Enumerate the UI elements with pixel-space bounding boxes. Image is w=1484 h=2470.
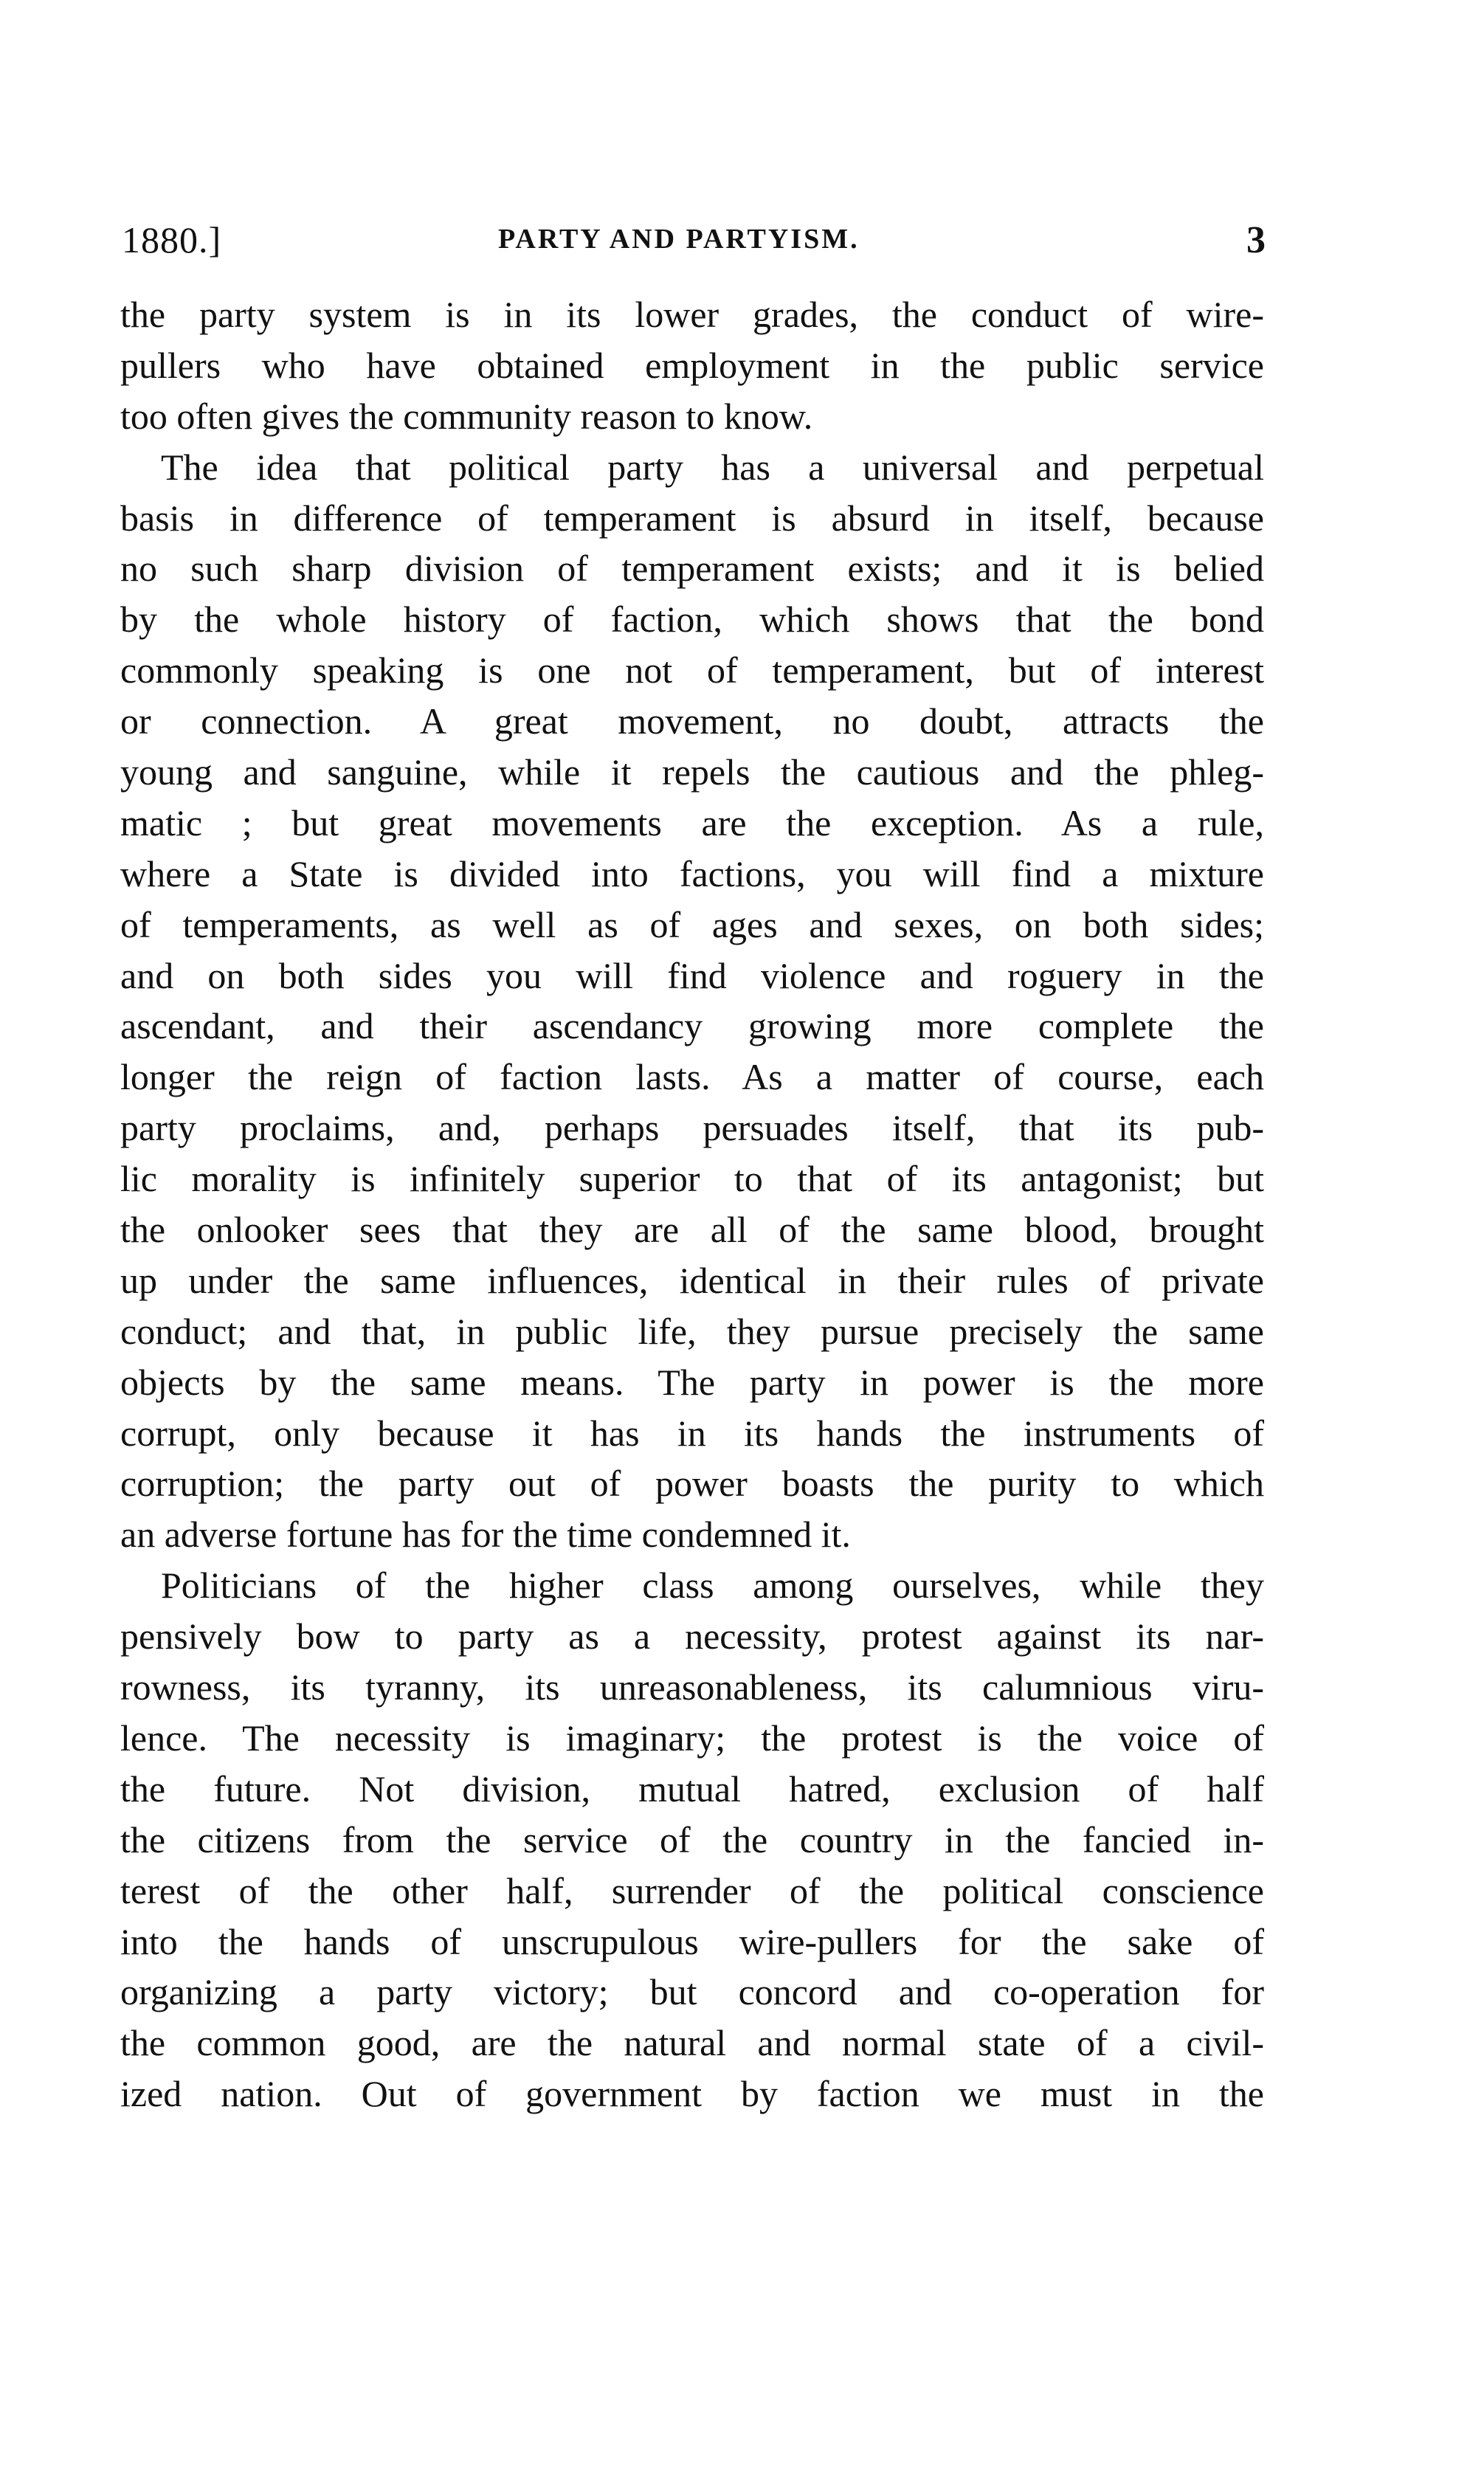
text-line: the onlooker sees that they are all of the same blood, brought [120,1209,1264,1251]
text-line: and on both sides you will find violence and roguery in the [120,954,1264,996]
text-line: up under the same influences, identical in their rules of private [120,1259,1264,1301]
text-line: ascendant, and their ascendancy growing more complete the [120,1005,1264,1047]
header-year: 1880.] [122,219,222,261]
text-line: corruption; the party out of power boasts the purity to which [120,1463,1264,1505]
text-line: the citizens from the service of the country in the fancied in- [120,1818,1264,1860]
text-line: pensively bow to party as a necessity, protest against its nar- [120,1615,1264,1657]
text-line: matic ; but great movements are the exception. As a rule, [120,801,1264,844]
text-line: corrupt, only because it has in its hands the instruments of [120,1412,1264,1454]
text-line: where a State is divided into factions, you will find a mixture [120,852,1264,894]
text-line: party proclaims, and, perhaps persuades itself, that its pub- [120,1107,1264,1149]
text-line: conduct; and that, in public life, they pursue precisely the same [120,1310,1264,1352]
text-line: ized nation. Out of government by faction we must in the [120,2073,1264,2115]
text-line: or connection. A great movement, no doubt, attracts the [120,700,1264,742]
text-line: Politicians of the higher class among ourselves, while they [161,1565,1264,1607]
text-line: an adverse fortune has for the time condemned it. [120,1514,851,1556]
text-line: pullers who have obtained employment in the public service [120,344,1264,386]
text-line: basis in difference of temperament is absurd in itself, because [120,497,1264,539]
text-line: too often gives the community reason to know. [120,395,813,437]
text-line: the common good, are the natural and normal state of a civil- [120,2022,1264,2064]
text-line: lic morality is infinitely superior to that of its antagonist; but [120,1158,1264,1200]
text-line: no such sharp division of temperament exists; and it is belied [120,548,1264,590]
text-line: lence. The necessity is imaginary; the protest is the voice of [120,1717,1264,1759]
body-text [120,289,1264,2119]
text-line: of temperaments, as well as of ages and sexes, on both sides; [120,903,1264,945]
text-line: young and sanguine, while it repels the cautious and the phleg- [120,751,1264,793]
text-line: the party system is in its lower grades, the conduct of wire- [120,294,1264,335]
text-line: the future. Not division, mutual hatred, exclusion of half [120,1767,1264,1810]
running-header [122,218,1266,263]
text-line: objects by the same means. The party in power is the more [120,1361,1264,1403]
text-line: by the whole history of faction, which shows that the bond [120,598,1264,641]
header-title: PARTY AND PARTYISM. [498,224,860,255]
text-line: terest of the other half, surrender of the political conscience [120,1869,1264,1911]
text-line: commonly speaking is one not of temperament, but of interest [120,649,1264,691]
text-line: rowness, its tyranny, its unreasonableness, its calumnious viru- [120,1666,1264,1708]
text-line: The idea that political party has a universal and perpetual [161,446,1264,488]
text-line: organizing a party victory; but concord and co-operation for [120,1971,1264,2013]
text-line: longer the reign of faction lasts. As a matter of course, each [120,1056,1264,1098]
text-line: into the hands of unscrupulous wire-pullers for the sake of [120,1920,1264,1962]
page-number: 3 [1246,219,1266,261]
